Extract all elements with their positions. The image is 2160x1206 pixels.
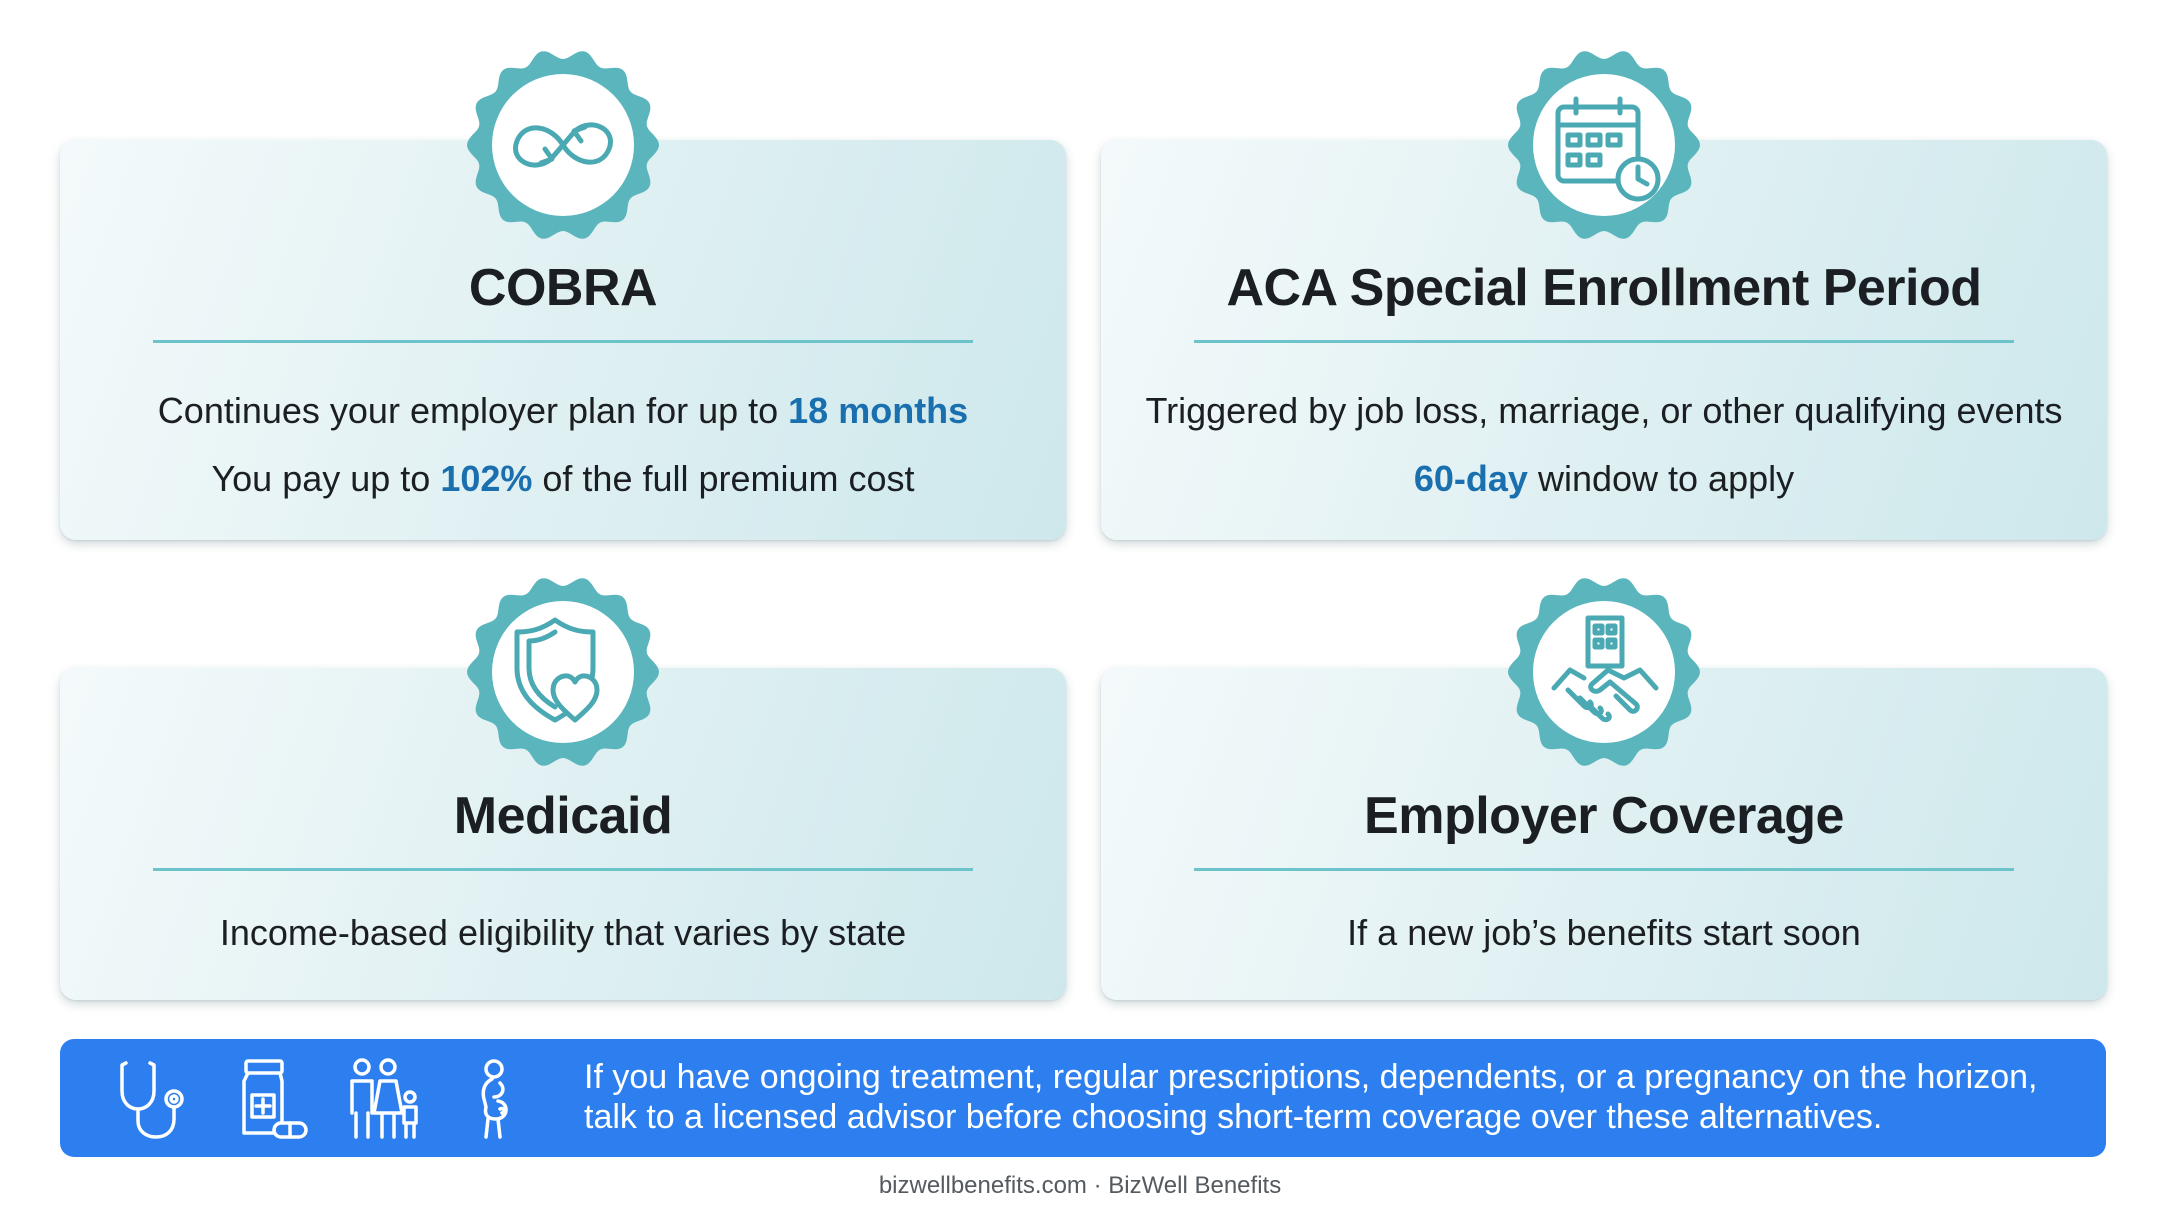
family-icon [344,1057,428,1141]
card-detail-line: 60-day window to apply [1413,458,1795,499]
card-detail-line: If a new job’s benefits start soon [1347,912,1861,953]
highlight-value: 60-day [1413,458,1528,499]
card-title: COBRA [468,259,658,317]
card-title: Employer Coverage [1364,787,1844,845]
card-detail-line: Triggered by job loss, marriage, or other qualifying events [1145,390,2063,431]
infinity-cycle-icon [463,45,663,245]
stethoscope-icon [112,1057,196,1141]
card-title: Medicaid [453,787,673,845]
card-divider [153,868,973,871]
shield-heart-icon [463,572,663,772]
card-detail-line: Continues your employer plan for up to 18 months [157,390,969,431]
highlight-value: 102% [440,458,533,499]
pregnancy-icon [456,1057,540,1141]
footer-attribution: bizwellbenefits.com · BizWell Benefits [878,1172,1282,1199]
card-divider [1194,340,2014,343]
card-detail-line: You pay up to 102% of the full premium cost [211,458,915,499]
building-handshake-icon [1504,572,1704,772]
card-title: ACA Special Enrollment Period [1226,259,1982,317]
card-divider [153,340,973,343]
banner-message: If you have ongoing treatment, regular prescriptions, dependents, or a pregnancy on the horizon, talk to a licensed advisor before choosing short-term coverage over these alternatives. [584,1058,2038,1136]
calendar-clock-icon [1504,45,1704,245]
highlight-value: 18 months [788,390,969,431]
card-detail-line: Income-based eligibility that varies by state [219,912,907,953]
advisory-banner [60,1039,2106,1157]
prescription-bottle-icon [230,1057,314,1141]
card-divider [1194,868,2014,871]
